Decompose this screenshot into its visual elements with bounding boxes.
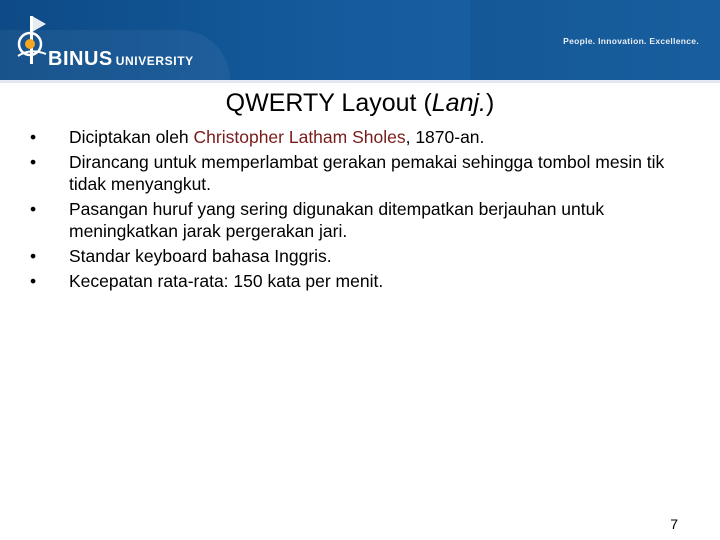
list-item	[30, 126, 680, 148]
header-tagline: People. Innovation. Excellence.	[563, 36, 699, 46]
bullet-text: Dirancang untuk memperlambat gerakan pemakai sehingga tombol mesin tik tidak menyangkut.	[69, 152, 665, 194]
bullet-text: Diciptakan oleh	[69, 127, 194, 147]
title-end: )	[485, 89, 495, 117]
brand-logo-text	[48, 49, 194, 69]
list-item	[30, 198, 680, 242]
bullet-marker: •	[30, 199, 37, 219]
bullet-list	[30, 126, 680, 295]
list-item	[30, 270, 680, 292]
slide-title	[0, 83, 720, 123]
bullet-text: Pasangan huruf yang sering digunakan ditempatkan berjauhan untuk meningkatkan jarak pergerakan jari.	[69, 199, 605, 241]
bullet-text: Standar keyboard bahasa Inggris.	[69, 246, 332, 266]
bullet-text: Kecepatan rata-rata: 150 kata per menit.	[69, 271, 384, 291]
title-main: QWERTY Layout (	[225, 89, 432, 117]
brand-name: BINUS	[48, 48, 113, 70]
bullet-marker: •	[30, 127, 37, 147]
slide-header	[0, 0, 720, 80]
bullet-marker: •	[30, 246, 37, 266]
list-item	[30, 245, 680, 267]
bullet-highlight-name: Christopher Latham Sholes	[193, 127, 406, 147]
bullet-text-end: , 1870-an.	[405, 127, 485, 147]
page-number: 7	[670, 516, 678, 532]
bullet-marker: •	[30, 271, 37, 291]
title-italic: Lanj.	[431, 89, 486, 117]
brand-subname: UNIVERSITY	[115, 54, 194, 68]
bullet-marker: •	[30, 152, 37, 172]
list-item	[30, 151, 680, 195]
